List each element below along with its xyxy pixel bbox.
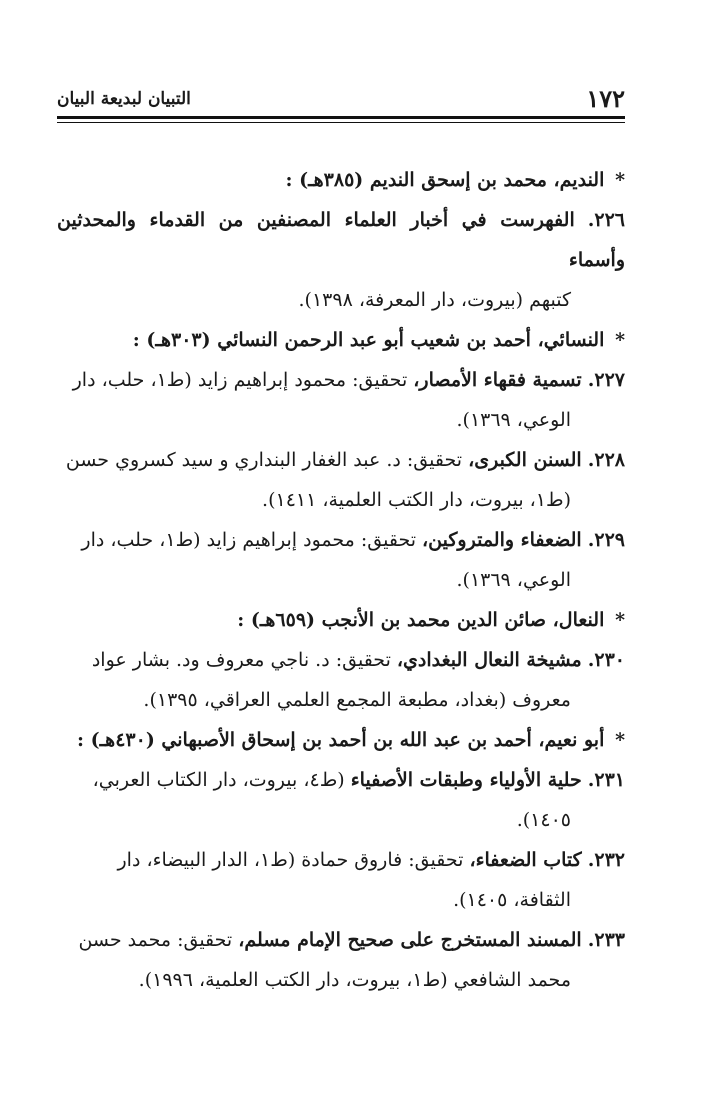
bibliography-entry bbox=[57, 760, 625, 840]
entry-details: كتبهم (بيروت، دار المعرفة، ١٣٩٨). bbox=[298, 289, 571, 311]
entry-number: ٢٣٢. bbox=[587, 849, 625, 871]
author-heading bbox=[57, 320, 625, 360]
header-rule-thick bbox=[57, 116, 625, 119]
entry-title: حلية الأولياء وطبقات الأصفياء bbox=[350, 769, 582, 791]
header-rule-thin bbox=[57, 122, 625, 123]
asterisk-icon: * bbox=[615, 329, 625, 351]
entry-details: محمد الشافعي (ط١، بيروت، دار الكتب العلمية، ١٩٩٦). bbox=[138, 969, 571, 991]
entry-title: تسمية فقهاء الأمصار، bbox=[413, 369, 582, 391]
entry-publication: تحقيق: د. عبد الغفار البنداري و سيد كسروي حسن bbox=[65, 449, 463, 471]
entry-publication: تحقيق: فاروق حمادة (ط١، الدار البيضاء، دار bbox=[117, 849, 464, 871]
asterisk-icon: * bbox=[615, 609, 625, 631]
author-name: النعال، صائن الدين محمد بن الأنجب (٦٥٩هـ) : bbox=[237, 609, 605, 631]
entry-details: الثقافة، ١٤٠٥). bbox=[453, 889, 571, 911]
entry-title: الضعفاء والمتروكين، bbox=[422, 529, 582, 551]
page-header bbox=[57, 84, 625, 114]
page-number: ١٧٢ bbox=[586, 84, 625, 113]
asterisk-icon: * bbox=[615, 729, 625, 751]
entry-number: ٢٢٦. bbox=[587, 209, 626, 231]
entry-publication: تحقيق: محمود إبراهيم زايد (ط١، حلب، دار bbox=[72, 369, 408, 391]
entry-details: الوعي، ١٣٦٩). bbox=[456, 409, 571, 431]
author-name: أبو نعيم، أحمد بن عبد الله بن أحمد بن إسحاق الأصبهاني (٤٣٠هـ) : bbox=[76, 729, 605, 751]
author-heading bbox=[57, 600, 625, 640]
bibliography-entry bbox=[57, 840, 625, 920]
asterisk-icon: * bbox=[615, 169, 625, 191]
entry-number: ٢٢٩. bbox=[587, 529, 625, 551]
running-title: التبيان لبديعة البيان bbox=[57, 89, 191, 109]
entry-publication: تحقيق: محمد حسن bbox=[78, 929, 233, 951]
entry-details: ١٤٠٥). bbox=[516, 809, 571, 831]
author-heading bbox=[57, 160, 625, 200]
author-name: النديم، محمد بن إسحق النديم (٣٨٥هـ) : bbox=[285, 169, 605, 191]
entry-details: معروف (بغداد، مطبعة المجمع العلمي العراقي، ١٣٩٥). bbox=[143, 689, 571, 711]
entry-title: السنن الكبرى، bbox=[468, 449, 582, 471]
bibliography-list bbox=[57, 160, 625, 1000]
entry-number: ٢٢٨. bbox=[587, 449, 625, 471]
bibliography-entry bbox=[57, 920, 625, 1000]
entry-details: (ط١، بيروت، دار الكتب العلمية، ١٤١١). bbox=[262, 489, 571, 511]
author-heading bbox=[57, 720, 625, 760]
bibliography-entry bbox=[57, 200, 625, 320]
entry-title: مشيخة النعال البغدادي، bbox=[396, 649, 582, 671]
entry-publication: تحقيق: محمود إبراهيم زايد (ط١، حلب، دار bbox=[81, 529, 416, 551]
entry-number: ٢٢٧. bbox=[587, 369, 625, 391]
entry-number: ٢٣١. bbox=[587, 769, 625, 791]
entry-number: ٢٣٠. bbox=[587, 649, 625, 671]
bibliography-entry bbox=[57, 520, 625, 600]
entry-publication: (ط٤، بيروت، دار الكتاب العربي، bbox=[92, 769, 345, 791]
entry-details: الوعي، ١٣٦٩). bbox=[456, 569, 571, 591]
bibliography-entry bbox=[57, 440, 625, 520]
entry-title: الفهرست في أخبار العلماء المصنفين من القدماء والمحدثين وأسماء bbox=[57, 209, 625, 271]
author-name: النسائي، أحمد بن شعيب أبو عبد الرحمن النسائي (٣٠٣هـ) : bbox=[132, 329, 605, 351]
entry-title: كتاب الضعفاء، bbox=[469, 849, 582, 871]
entry-title: المسند المستخرج على صحيح الإمام مسلم، bbox=[238, 929, 582, 951]
entry-publication: تحقيق: د. ناجي معروف ود. بشار عواد bbox=[91, 649, 391, 671]
entry-number: ٢٣٣. bbox=[587, 929, 625, 951]
bibliography-entry bbox=[57, 360, 625, 440]
bibliography-entry bbox=[57, 640, 625, 720]
